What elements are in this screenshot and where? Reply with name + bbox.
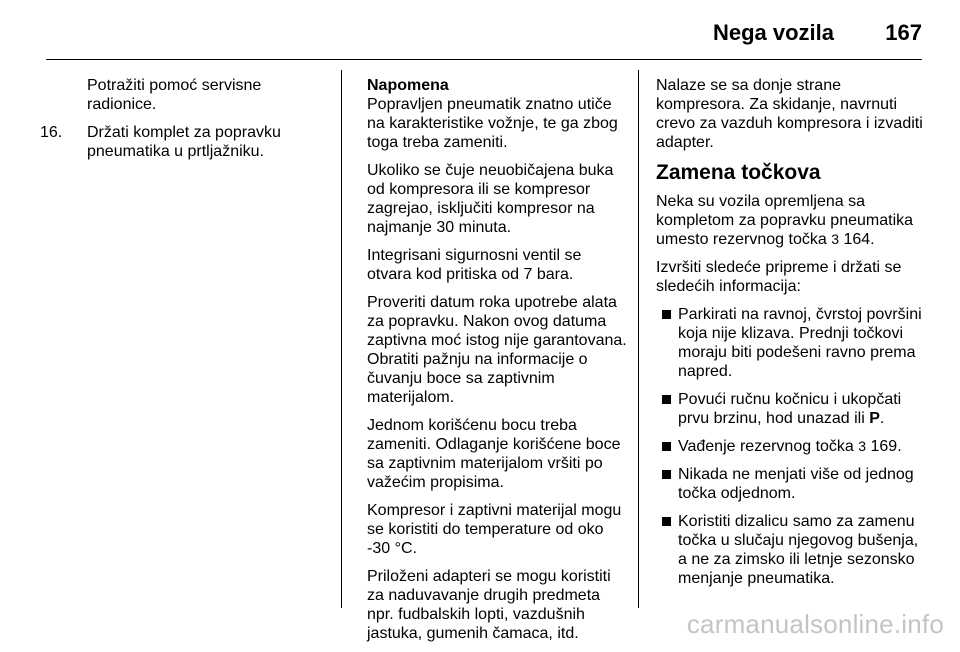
step-text: Držati komplet za popravku pneumatika u prtljažniku. bbox=[87, 124, 281, 160]
note-paragraph-3: Integrisani sigurnosni ventil se otvara kod pritiska od 7 bara. bbox=[367, 247, 582, 283]
intro-paragraph bbox=[656, 192, 926, 249]
column-2 bbox=[367, 76, 629, 652]
bullet-square-icon bbox=[662, 310, 671, 319]
note-paragraph-1: Popravljen pneumatik znatno utiče na karakteristike vožnje, te ga zbog toga treba zameniti. bbox=[367, 96, 618, 151]
page-number: 167 bbox=[885, 20, 922, 45]
bullet-square-icon bbox=[662, 470, 671, 479]
watermark: carmanualsonline.info bbox=[686, 609, 944, 639]
bullet-square-icon bbox=[662, 517, 671, 526]
bullet-square-icon bbox=[662, 442, 671, 451]
list-item bbox=[656, 437, 926, 456]
page-ref-number[interactable]: 169. bbox=[866, 438, 902, 455]
column-3 bbox=[656, 76, 926, 597]
list-item-text: Povući ručnu kočnicu i ukopčati prvu brzinu, hod unazad ili bbox=[678, 391, 902, 427]
list-item-end: . bbox=[879, 410, 885, 427]
list-item-text: Parkirati na ravnoj, čvrstoj površini koja nije klizava. Prednji točkovi moraju biti podešeni ravno prema napred. bbox=[678, 306, 922, 380]
list-item bbox=[656, 512, 926, 588]
list-item bbox=[656, 390, 926, 428]
note-paragraph-2: Ukoliko se čuje neuobičajena buka od kompresora ili se kompresor zagrejao, isključiti kompresor na najmanje 30 minuta. bbox=[367, 162, 614, 236]
list-item-text: Nikada ne menjati više od jednog točka odjednom. bbox=[678, 466, 914, 502]
adapter-paragraph: Nalaze se sa donje strane kompresora. Za skidanje, navrnuti crevo za vazduh kompresora i izvaditi adapter. bbox=[656, 77, 923, 151]
list-item bbox=[656, 465, 926, 503]
note-paragraph-7: Priloženi adapteri se mogu koristiti za naduvavanje drugih predmeta npr. fudbalskih lopti, vazdušnih jastuka, gumenih čamaca, itd. bbox=[367, 568, 611, 642]
bullet-square-icon bbox=[662, 395, 671, 404]
preparation-paragraph: Izvršiti sledeće pripreme i držati se sledećih informacija: bbox=[656, 259, 902, 295]
note-title: Napomena bbox=[367, 77, 449, 94]
column-divider-1 bbox=[341, 70, 342, 608]
gear-p-label: P bbox=[869, 410, 880, 427]
continued-text: Potražiti pomoć servisne radionice. bbox=[87, 77, 262, 113]
page-ref-number[interactable]: 164. bbox=[839, 231, 875, 248]
numbered-step-16 bbox=[40, 123, 330, 161]
page-ref-arrow-icon[interactable]: 3 bbox=[858, 438, 867, 454]
column-divider-2 bbox=[638, 70, 639, 608]
column-1 bbox=[40, 76, 330, 170]
preparation-list bbox=[656, 305, 926, 588]
note-paragraph-5: Jednom korišćenu bocu treba zameniti. Odlaganje korišćene boce sa zaptivnim materijalom vršiti po važećim propisima. bbox=[367, 417, 621, 491]
list-item bbox=[656, 305, 926, 381]
step-number: 16. bbox=[40, 124, 63, 141]
page-ref-arrow-icon[interactable]: 3 bbox=[831, 231, 839, 247]
page-header-title: Nega vozila bbox=[712, 20, 834, 45]
note-paragraph-6: Kompresor i zaptivni materijal mogu se koristiti do temperature od oko -30 °C. bbox=[367, 502, 622, 557]
list-item-text: Koristiti dizalicu samo za zamenu točka u slučaju njegovog bušenja, a ne za zimsko ili letnje sezonsko menjanje pneumatika. bbox=[678, 513, 919, 587]
intro-text: Neka su vozila opremljena sa kompletom za popravku pneumatika umesto rezervnog točka bbox=[656, 193, 914, 248]
note-paragraph-4: Proveriti datum roka upotrebe alata za popravku. Nakon ovog datuma zaptivna moć istog nije garantovana. Obratiti pažnju na informacije o čuvanju boce sa zaptivnim materijalom. bbox=[367, 294, 627, 406]
list-item-text: Vađenje rezervnog točka bbox=[678, 438, 854, 455]
header-rule bbox=[46, 59, 922, 60]
section-heading: Zamena točkova bbox=[656, 161, 821, 184]
